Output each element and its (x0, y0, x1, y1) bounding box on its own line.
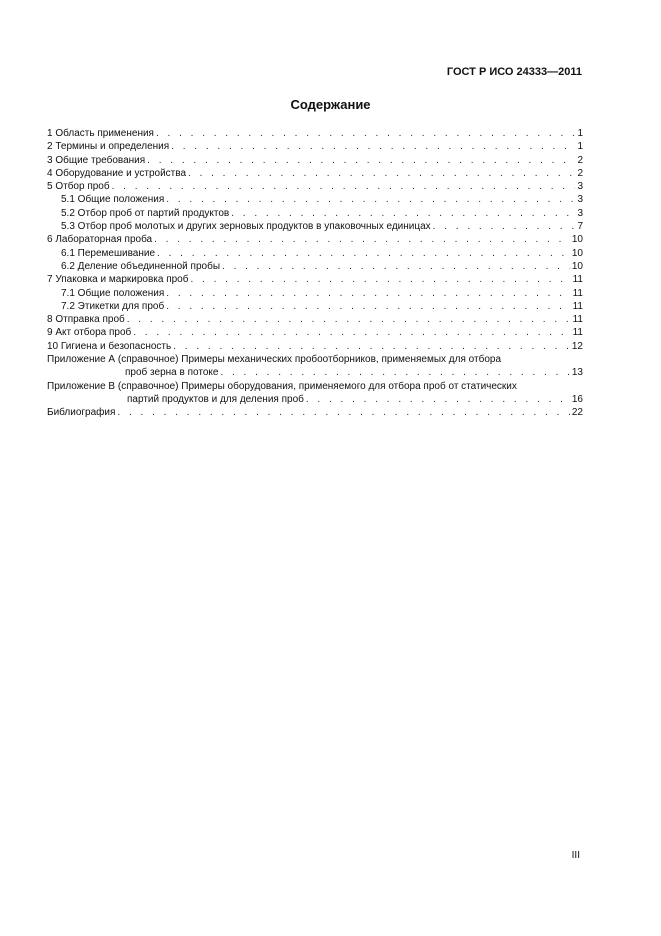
toc-entry-7: 7 Упаковка и маркировка проб . . . 11 (47, 273, 583, 286)
toc-entry-6: 6 Лабораторная проба . . . 10 (47, 233, 583, 246)
toc-entry-8: 8 Отправка проб . . . 11 (47, 313, 583, 326)
toc-entry-6-1: 6.1 Перемешивание . . . 10 (47, 247, 583, 260)
toc-entry-10: 10 Гигиена и безопасность . . . 12 (47, 340, 583, 353)
toc-entry-5-3: 5.3 Отбор проб молотых и других зерновых продуктов в упаковочных единицах . . . 7 (47, 220, 583, 233)
toc-entry-9: 9 Акт отбора проб . . . 11 (47, 326, 583, 339)
standard-header: ГОСТ Р ИСО 24333—2011 (446, 66, 582, 78)
toc-appendix-a-line-1: Приложение А (справочное) Примеры механических пробоотборников, применяемых для отбора (47, 354, 501, 366)
toc-appendix-b-line-1: Приложение В (справочное) Примеры оборудования, применяемого для отбора проб от статических (47, 380, 517, 392)
toc-appendix-b-line-2: партий продуктов и для деления проб . . . 16 (47, 393, 583, 406)
toc-entry-7-1: 7.1 Общие положения . . . 11 (47, 287, 583, 300)
page-title: Содержание (290, 97, 371, 112)
toc-entry-7-2: 7.2 Этикетки для проб . . . 11 (47, 300, 583, 313)
page-number: III (571, 850, 580, 861)
toc-entry-5-1: 5.1 Общие положения . . . 3 (47, 193, 583, 206)
toc-entry-3: 3 Общие требования . . . 2 (47, 154, 583, 167)
toc-entry-1: 1 Область применения . . . 1 (47, 127, 583, 140)
toc-bibliography: Библиография . . . 22 (47, 406, 583, 419)
toc-entry-2: 2 Термины и определения . . . 1 (47, 140, 583, 153)
toc-appendix-a-line-2: проб зерна в потоке . . . 13 (47, 366, 583, 379)
toc-entry-6-2: 6.2 Деление объединенной пробы . . . 10 (47, 260, 583, 273)
toc-entry-5: 5 Отбор проб . . . 3 (47, 180, 583, 193)
table-of-contents (47, 127, 583, 420)
toc-entry-4: 4 Оборудование и устройства . . . 2 (47, 167, 583, 180)
toc-entry-5-2: 5.2 Отбор проб от партий продуктов . . . 3 (47, 207, 583, 220)
